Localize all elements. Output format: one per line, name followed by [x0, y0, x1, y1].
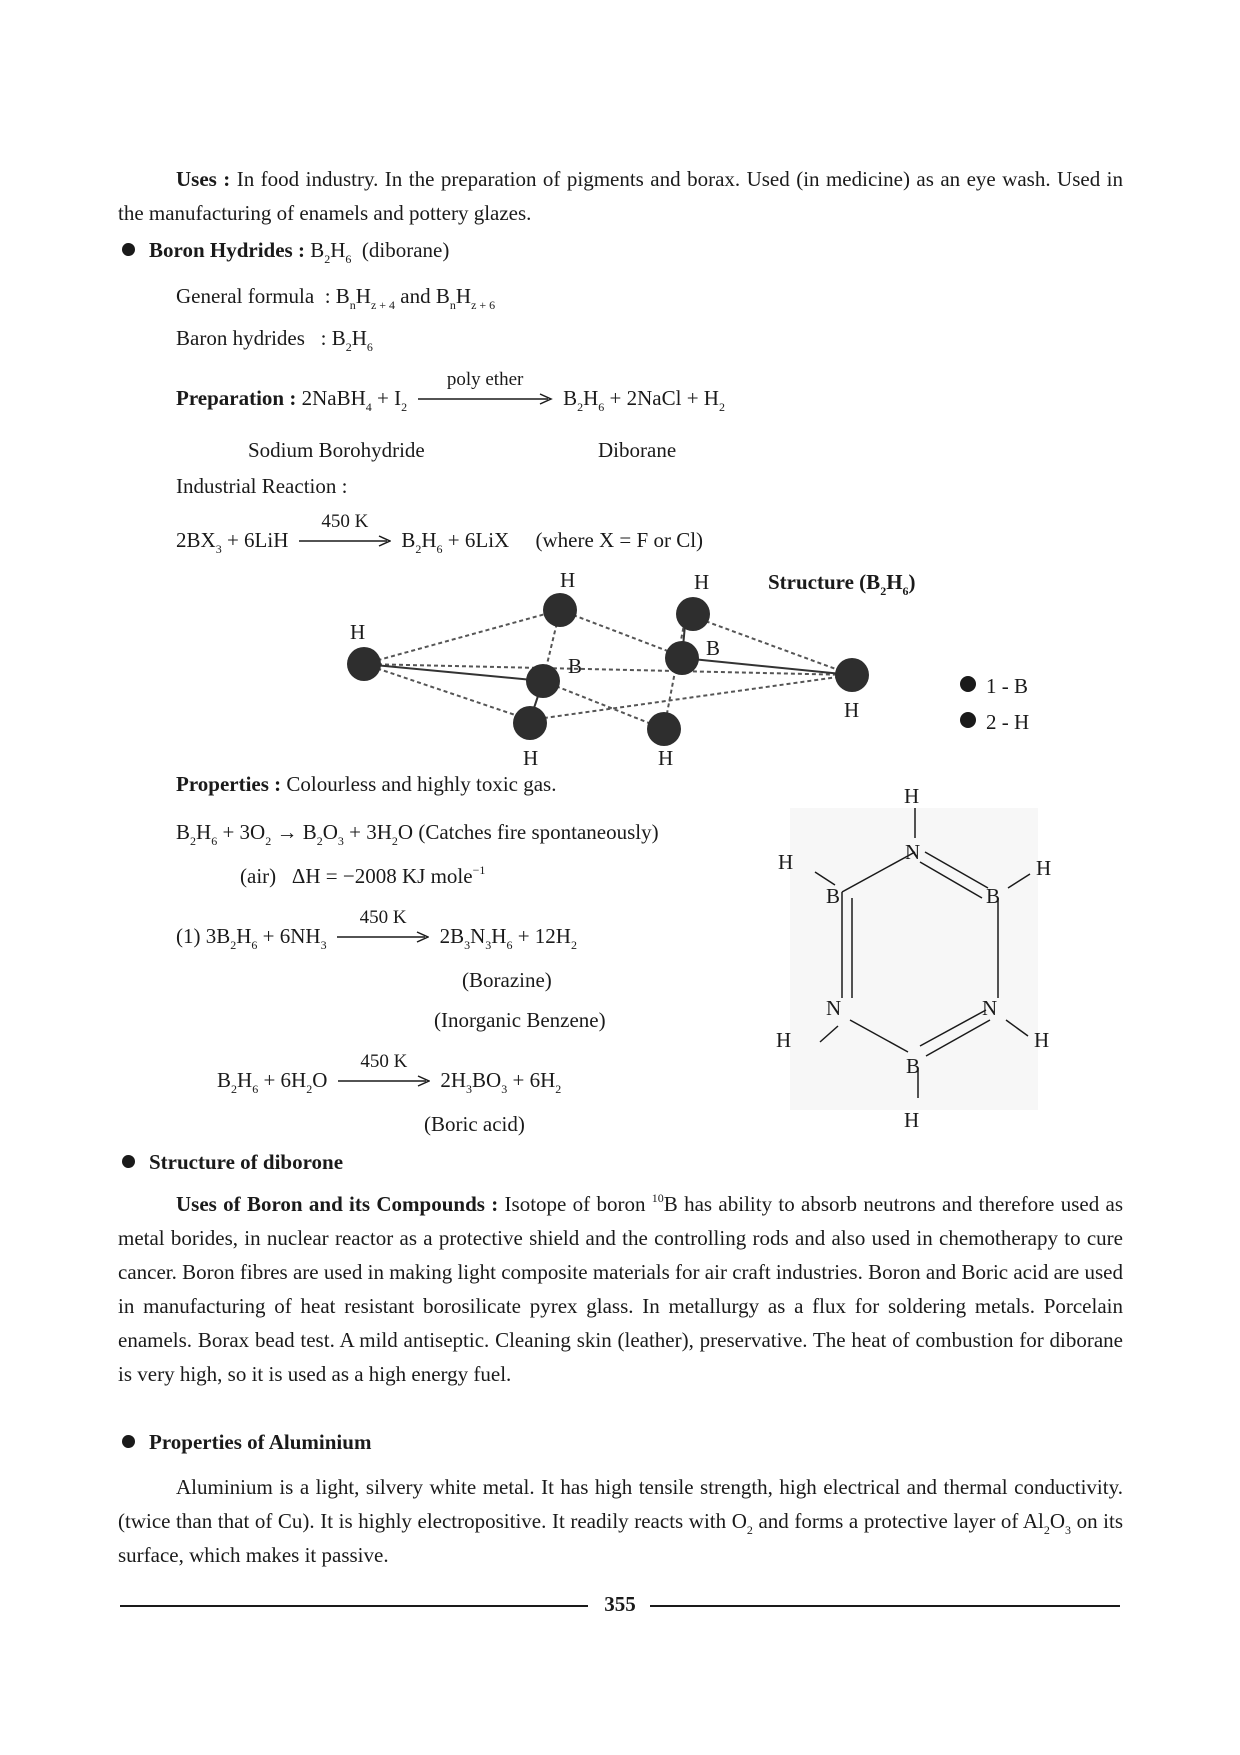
hydrogen-atom [676, 597, 710, 631]
borazine-label: (Borazine) [462, 968, 552, 992]
atom-label: H [1036, 856, 1052, 880]
atom-label: B [706, 636, 721, 660]
page-number: 355 [604, 1592, 636, 1616]
reaction-arrow-icon: 450 K [338, 1075, 430, 1087]
uses-text: In food industry. In the preparation of pigments and borax. Used (in medicine) as an eye wash. Used in the manufacturing of enamels and pottery glazes. [118, 167, 1123, 225]
atom-label: H [778, 850, 794, 874]
boron-hydrides-heading: Boron Hydrides : $B_2H_6$ (diborane) [122, 238, 449, 263]
diborone-heading: Structure of diborone [122, 1150, 343, 1175]
sodium-borohydride-label: Sodium Borohydride [248, 438, 425, 462]
industrial-equation: $2BX_3 + 6LiH$ 450 K $B_2H_6 + 6LiX$ (where X = F or Cl) [176, 511, 704, 556]
atom-label: H [560, 568, 576, 592]
footer-rule-right [650, 1605, 1120, 1607]
legend-hydrogen: 2 - H [960, 710, 1029, 735]
properties-line: Properties : Colourless and highly toxic gas. [176, 772, 557, 796]
boric-acid-label: (Boric acid) [424, 1112, 525, 1136]
atom-label: H [904, 1108, 920, 1132]
bullet-icon [122, 1155, 135, 1168]
hydrogen-atom [835, 658, 869, 692]
hydrolysis-equation: $B_2H_6 + 6H_2O$ 450 K $2H_3BO_3 + 6H_2$ [217, 1051, 562, 1096]
atom-label: B [906, 1054, 921, 1078]
enthalpy-line: (air) ΔH = −2008 KJ mole$^{-1}$ [240, 863, 486, 888]
diborane-structure-diagram [340, 560, 900, 770]
bullet-icon [960, 712, 976, 728]
aluminium-paragraph: Aluminium is a light, silvery white metal. It has high tensile strength, high electrical and thermal conductivity. (twice than that of Cu). It is highly electropositive. It readily reacts with $O_2$ and forms a protective layer of $Al_2O_3$ on its surface, which makes it passive. [118, 1475, 1124, 1567]
atom-label: H [350, 620, 366, 644]
bullet-icon [122, 1435, 135, 1448]
hydrogen-atom [543, 593, 577, 627]
hydrogen-atom [347, 647, 381, 681]
hydrogen-atom [647, 712, 681, 746]
diborane-label: Diborane [598, 438, 677, 462]
uses-boron-paragraph: Uses of Boron and its Compounds : Isotope of boron $^{10}$B has ability to absorb neutrons and therefore used as metal borides, in nuclear reactor as a protective shield and the controlling rods and also used in chemotherapy to cure cancer. Boron fibres are used in making light composite materials for air craft industries. Boron and Boric acid are used in manufacturing of heat resistant borosilicate pyrex glass. In metallurgy as a flux for soldering metals. Porcelain enamels. Borax bead test. A mild antiseptic. Cleaning skin (leather), preservative. The heat of combustion for diborane is very high, so it is used as a high energy fuel. [118, 1191, 1123, 1386]
footer-rule-left [120, 1605, 588, 1607]
atom-label: N [905, 840, 921, 864]
reaction-arrow-icon: 450 K [299, 535, 391, 547]
reaction-arrow-icon: poly ether [418, 393, 553, 405]
atom-label: H [658, 746, 674, 770]
atom-label: B [568, 654, 583, 678]
atom-label: N [982, 996, 998, 1020]
industrial-reaction-label: Industrial Reaction : [176, 474, 348, 498]
boron-atom [665, 641, 699, 675]
atom-label: H [904, 784, 920, 808]
combustion-equation: $B_2H_6 + 3O_2 \to B_2O_3 + 3H_2O$ (Catches fire spontaneously) [176, 820, 659, 848]
uses-label: Uses : [176, 167, 231, 191]
aluminium-heading: Properties of Aluminium [122, 1430, 371, 1455]
atom-label: H [523, 746, 539, 770]
boron-atom [526, 664, 560, 698]
bullet-icon [960, 676, 976, 692]
legend-boron: 1 - B [960, 674, 1028, 699]
atom-label: H [694, 570, 710, 594]
hydrogen-atom [513, 706, 547, 740]
atom-label: B [826, 884, 841, 908]
atom-label: H [844, 698, 860, 722]
atom-label: N [826, 996, 842, 1020]
baron-hydrides: Baron hydrides : $B_2H_6$ [176, 326, 373, 354]
atom-label: B [986, 884, 1001, 908]
uses-paragraph [118, 162, 1123, 230]
atom-label: H [1034, 1028, 1050, 1052]
general-formula: General formula : $B_nH_{z + 4}$ and $B_nH_{z + 6}$ [176, 284, 496, 312]
reaction-arrow-icon: 450 K [337, 931, 429, 943]
borazine-equation: (1) $3B_2H_6 + 6NH_3$ 450 K $2B_3N_3H_6 + 12H_2$ [176, 907, 577, 952]
structure-title: Structure $(B_2H_6)$ [768, 570, 916, 598]
preparation-equation: Preparation : 2NaBH$_4$ + $I_2$ poly ether $B_2H_6$ + 2NaCl + $H_2$ [176, 369, 725, 414]
inorganic-benzene-label: (Inorganic Benzene) [434, 1008, 606, 1032]
atom-label: H [776, 1028, 792, 1052]
bullet-icon [122, 243, 135, 256]
